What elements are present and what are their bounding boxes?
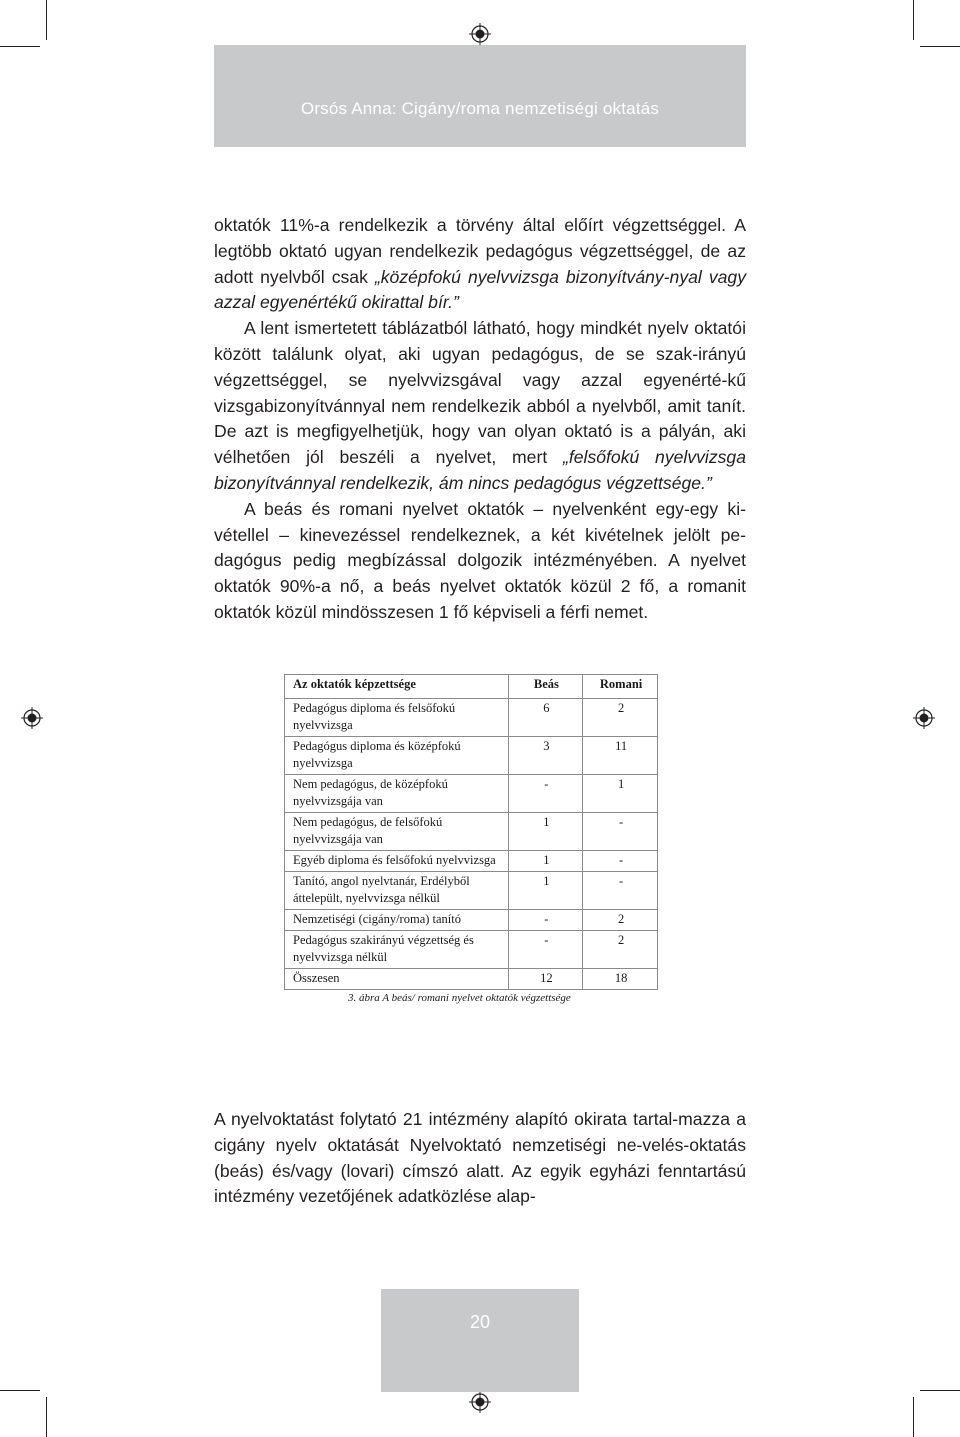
paragraph <box>214 316 746 497</box>
table-cell-beas: 1 <box>508 813 583 851</box>
paragraph: A beás és romani nyelvet oktatók – nyelvenként egy-egy ki-vétellel – kinevezéssel rendelkeznek, a két kivételnek jelölt pe-dagógus pedig megbízással dolgozik intézményében. A nyelvet oktatók 90%-a nő, a beás nyelvet oktatók közül 2 fő, a romanit oktatók közül mindösszesen 1 fő képviseli a férfi nemet. <box>214 498 746 622</box>
table-cell-label: Egyéb diploma és felsőfokú nyelvvizsga <box>285 851 509 872</box>
table-cell-label: Összesen <box>285 969 509 990</box>
registration-mark-icon <box>469 23 491 45</box>
table-cell-label: Tanító, angol nyelvtanár, Erdélyből áttelepült, nyelvvizsga nélkül <box>285 872 509 910</box>
table-cell-romani: 11 <box>583 737 658 775</box>
table-cell-romani: 2 <box>583 910 658 931</box>
table-cell-label: Pedagógus diploma és felsőfokú nyelvvizsga <box>285 699 509 737</box>
table-cell-romani: 18 <box>583 969 658 990</box>
qualification-table-figure <box>284 674 658 1004</box>
paragraph-quote: „középfokú nyelvvizsga bizonyítvány-nyal vagy azzal egyenértékű okirattal bír.” <box>214 266 746 313</box>
crop-mark <box>913 1397 914 1437</box>
table-header-row <box>285 675 658 699</box>
table-row <box>285 910 658 931</box>
table-row <box>285 775 658 813</box>
table-cell-romani: 2 <box>583 931 658 969</box>
crop-mark <box>0 1390 40 1391</box>
table-cell-beas: 1 <box>508 872 583 910</box>
table-row <box>285 813 658 851</box>
paragraph <box>214 213 746 316</box>
table-total-row <box>285 969 658 990</box>
table-cell-romani: 1 <box>583 775 658 813</box>
table-row <box>285 737 658 775</box>
table-cell-label: Pedagógus szakirányú végzettség és nyelvvizsga nélkül <box>285 931 509 969</box>
table-cell-beas: 12 <box>508 969 583 990</box>
paragraph-text: oktatók 11%-a rendelkezik a törvény által előírt végzettséggel. A legtöbb oktató ugyan rendelkezik pedagógus végzettséggel, de az adott nyelvből csak <box>214 215 746 287</box>
page-number-box <box>381 1289 579 1392</box>
table-cell-label: Nemzetiségi (cigány/roma) tanító <box>285 910 509 931</box>
table-cell-beas: 3 <box>508 737 583 775</box>
table-row <box>285 851 658 872</box>
crop-mark <box>46 0 47 40</box>
table-row <box>285 699 658 737</box>
table-cell-label: Nem pedagógus, de felsőfokú nyelvvizsgája van <box>285 813 509 851</box>
table-cell-romani: - <box>583 813 658 851</box>
crop-mark <box>920 1390 960 1391</box>
running-title: Orsós Anna: Cigány/roma nemzetiségi oktatás <box>300 99 660 118</box>
crop-mark <box>913 0 914 40</box>
registration-mark-icon <box>21 707 43 729</box>
table-cell-beas: 1 <box>508 851 583 872</box>
table-caption: 3. ábra A beás/ romani nyelvet oktatók végzettsége <box>348 992 571 1004</box>
page-number: 20 <box>469 1312 491 1332</box>
table-cell-romani: - <box>583 851 658 872</box>
table-cell-label: Nem pedagógus, de középfokú nyelvvizsgája van <box>285 775 509 813</box>
qualification-table <box>284 674 658 990</box>
paragraph-text: A lent ismertetett táblázatból látható, hogy mindkét nyelv oktatói között találunk olyat, aki ugyan pedagógus, de se szak-irányú végzettséggel, se nyelvvizsgával vagy azzal egyenérté-kű vizsgabizonyítvánnyal nem rendelkezik abból a nyelvből, amit tanít. De azt is megfigyelhetjük, hogy van olyan oktató is a pályán, aki vélhetően jól beszéli a nyelvet, mert <box>214 318 746 468</box>
paragraph: A nyelvoktatást folytató 21 intézmény alapító okirata tartal-mazza a cigány nyelv oktatását Nyelvoktató nemzetiségi ne-velés-oktatás (beás) és/vagy (lovari) címszó alatt. Az egyik egyházi fenntartású intézmény vezetőjének adatközlése alap- <box>214 1109 746 1207</box>
crop-mark <box>0 46 40 47</box>
column-header: Beás <box>508 675 583 699</box>
crop-mark <box>46 1397 47 1437</box>
table-cell-label: Pedagógus diploma és középfokú nyelvvizsga <box>285 737 509 775</box>
table-cell-beas: - <box>508 910 583 931</box>
table-cell-beas: 6 <box>508 699 583 737</box>
registration-mark-icon <box>469 1391 491 1413</box>
paragraph-quote: „felsőfokú nyelvvizsga bizonyítvánnyal rendelkezik, ám nincs pedagógus végzettsége.” <box>214 447 747 493</box>
table-cell-beas: - <box>508 775 583 813</box>
table-cell-beas: - <box>508 931 583 969</box>
table-cell-romani: 2 <box>583 699 658 737</box>
column-header: Az oktatók képzettsége <box>285 675 509 699</box>
body-text-upper <box>214 213 746 626</box>
table-row <box>285 872 658 910</box>
column-header: Romani <box>583 675 658 699</box>
table-row <box>285 931 658 969</box>
running-header <box>214 45 746 147</box>
registration-mark-icon <box>913 707 935 729</box>
body-text-lower <box>214 1107 746 1210</box>
crop-mark <box>920 46 960 47</box>
table-cell-romani: - <box>583 872 658 910</box>
